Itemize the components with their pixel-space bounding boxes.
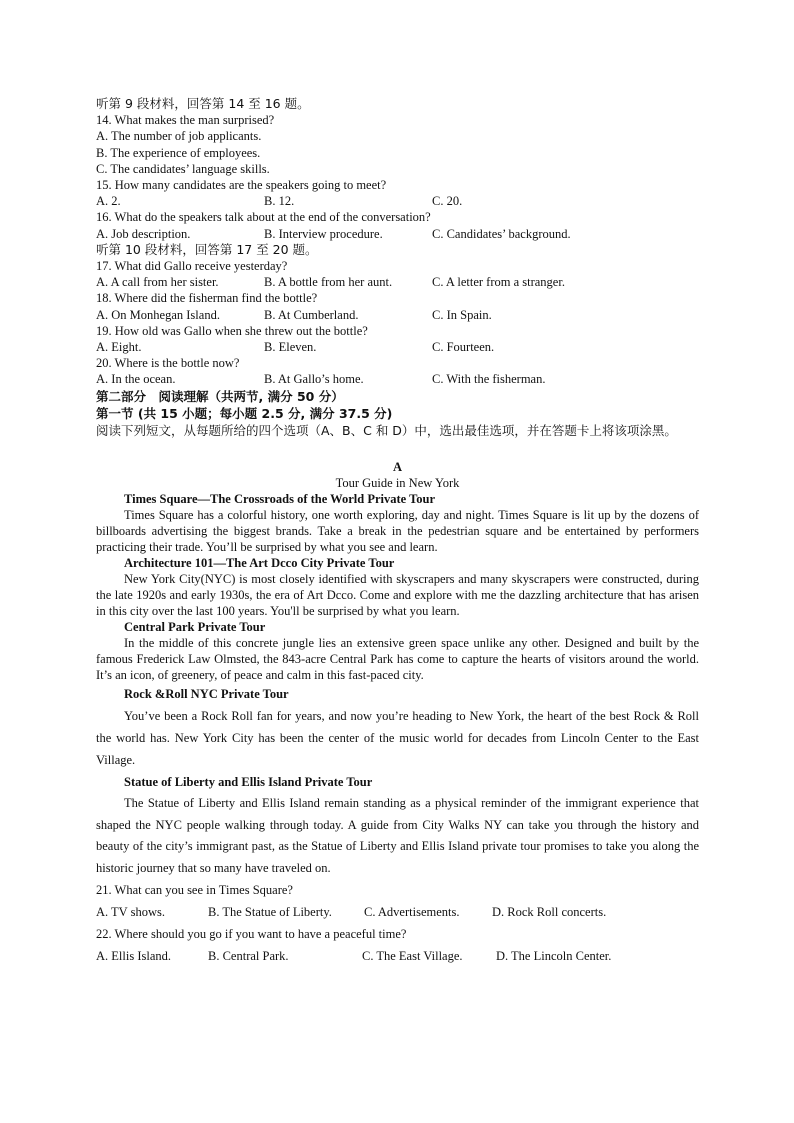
q21-option-a: A. TV shows. xyxy=(96,905,165,920)
q19-options xyxy=(96,339,699,355)
tour5-text: The Statue of Liberty and Ellis Island remain standing as a physical reminder of the immigrant experience that shaped the NYC people walking through today. A guide from City Walks NY can take you through the history and beauty of the city’s immigrant past, as the Statue of Liberty and Ellis Island private tour promises to take you along the historic journey that so many have traveled on. xyxy=(96,796,699,875)
passage-letter: A xyxy=(392,459,403,474)
q20-options xyxy=(96,371,699,387)
tour1-title: Times Square—The Crossroads of the World Private Tour xyxy=(124,492,436,507)
q16-option-a: A. Job description. xyxy=(96,226,191,241)
q14-option-b: B. The experience of employees. xyxy=(96,145,261,160)
q21-option-b: B. The Statue of Liberty. xyxy=(208,905,332,920)
q19-option-a: A. Eight. xyxy=(96,340,142,355)
tour3-title: Central Park Private Tour xyxy=(124,620,266,635)
q22-option-a: A. Ellis Island. xyxy=(96,949,171,964)
q18-option-a: A. On Monhegan Island. xyxy=(96,307,220,322)
q21-option-c: C. Advertisements. xyxy=(364,905,460,920)
q16-options xyxy=(96,226,699,242)
tour2-text: New York City(NYC) is most closely identified with skyscrapers and many skyscrapers were constructed, during the late 1920s and early 1930s, the era of Art Dcco. Come and explore with me the dazzling architecture that has arisen in this city over the last 100 years. You'll be surprised by what you learn. xyxy=(96,572,699,619)
question-19: 19. How old was Gallo when she threw out the bottle? xyxy=(96,323,368,338)
q15-option-c: C. 20. xyxy=(432,194,463,209)
q14-option-c: C. The candidates’ language skills. xyxy=(96,161,270,176)
part9-header: 听第 9 段材料，回答第 14 至 16 题。 xyxy=(96,96,310,111)
q16-option-c: C. Candidates’ background. xyxy=(432,226,571,241)
question-22: 22. Where should you go if you want to have a peaceful time? xyxy=(96,927,407,942)
q18-option-c: C. In Spain. xyxy=(432,307,492,322)
tour4-text: You’ve been a Rock Roll fan for years, and now you’re heading to New York, the heart of the best Rock & Roll the world has. New York City has been the center of the music world for decades from Lincoln Center to the East Village. xyxy=(96,709,699,768)
q22-option-d: D. The Lincoln Center. xyxy=(496,949,612,964)
tour2-title: Architecture 101—The Art Dcco City Private Tour xyxy=(124,556,395,571)
q14-option-a: A. The number of job applicants. xyxy=(96,129,262,144)
exam-page xyxy=(96,96,699,967)
question-21: 21. What can you see in Times Square? xyxy=(96,883,293,898)
q22-option-b: B. Central Park. xyxy=(208,949,289,964)
part2-title: 第二部分 阅读理解（共两节, 满分 50 分） xyxy=(96,388,344,404)
q18-options xyxy=(96,307,699,323)
q20-option-a: A. In the ocean. xyxy=(96,372,176,387)
tour3-text: In the middle of this concrete jungle lies an extensive green space unlike any other. Designed and built by the famous Frederick Law Olmsted, the 843-acre Central Park has come to capture the hearts of visitors around the world. It’s an icon, of greenery, of peace and calm in this fast-paced city. xyxy=(96,636,699,683)
tour5-title: Statue of Liberty and Ellis Island Private Tour xyxy=(124,775,373,790)
question-15: 15. How many candidates are the speakers going to meet? xyxy=(96,178,387,193)
question-14: 14. What makes the man surprised? xyxy=(96,113,275,128)
q17-options xyxy=(96,274,699,290)
q21-option-d: D. Rock Roll concerts. xyxy=(492,905,607,920)
q19-option-b: B. Eleven. xyxy=(264,340,317,355)
tour1-text: Times Square has a colorful history, one worth exploring, day and night. Times Square is lit up by the dozens of billboards advertising the biggest brands. Take a break in the pedestrian square and be entertained by performers practicing their trade. You’ll be surprised by what you see and learn. xyxy=(96,508,699,555)
q18-option-b: B. At Cumberland. xyxy=(264,307,359,322)
tour4-title: Rock &Roll NYC Private Tour xyxy=(124,687,289,702)
q15-option-a: A. 2. xyxy=(96,194,121,209)
q15-option-b: B. 12. xyxy=(264,194,295,209)
q16-option-b: B. Interview procedure. xyxy=(264,226,383,241)
question-17: 17. What did Gallo receive yesterday? xyxy=(96,259,288,274)
question-16: 16. What do the speakers talk about at the end of the conversation? xyxy=(96,210,431,225)
question-18: 18. Where did the fisherman find the bottle? xyxy=(96,291,318,306)
q21-options xyxy=(96,901,699,923)
part10-header: 听第 10 段材料，回答第 17 至 20 题。 xyxy=(96,241,318,257)
passage-title: Tour Guide in New York xyxy=(335,475,460,490)
q22-option-c: C. The East Village. xyxy=(362,949,463,964)
q20-option-b: B. At Gallo’s home. xyxy=(264,372,364,387)
section1-title: 第一节 (共 15 小题；每小题 2.5 分, 满分 37.5 分) xyxy=(96,405,393,421)
reading-instructions: 阅读下列短文，从每题所给的四个选项（A、B、C 和 D）中，选出最佳选项，并在答题卡上将该项涂黑。 xyxy=(96,422,677,438)
question-20: 20. Where is the bottle now? xyxy=(96,356,240,371)
q17-option-c: C. A letter from a stranger. xyxy=(432,275,565,290)
q22-options xyxy=(96,945,699,967)
q19-option-c: C. Fourteen. xyxy=(432,340,495,355)
q17-option-a: A. A call from her sister. xyxy=(96,275,219,290)
q17-option-b: B. A bottle from her aunt. xyxy=(264,275,393,290)
q15-options xyxy=(96,193,699,209)
q20-option-c: C. With the fisherman. xyxy=(432,372,546,387)
